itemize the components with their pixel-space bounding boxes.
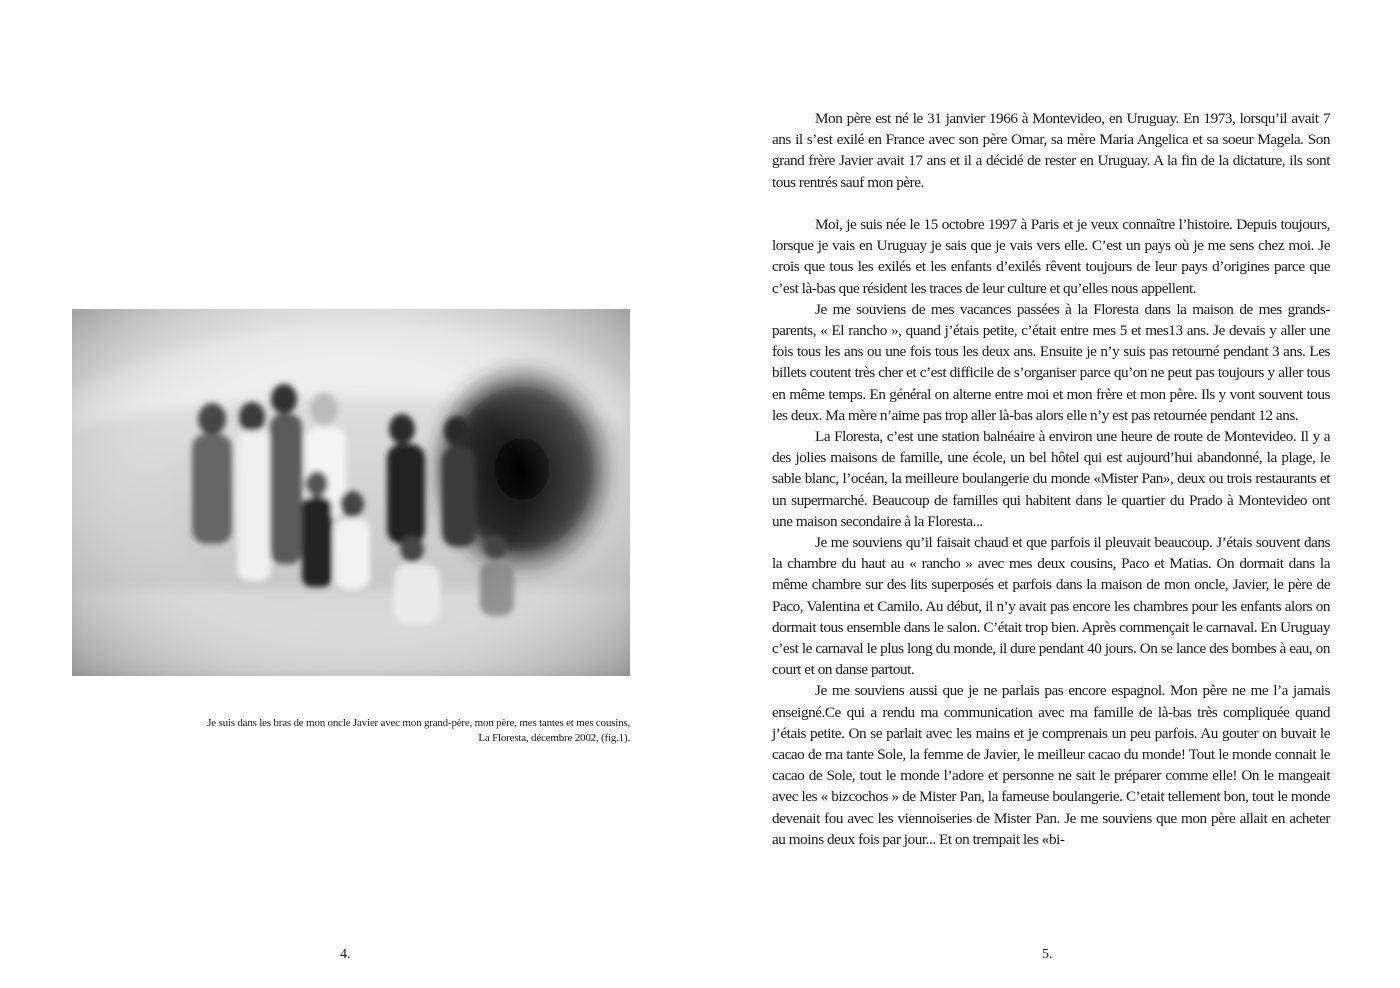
paragraph-6: Je me souviens aussi que je ne parlais pas encore espagnol. Mon père ne me l’a jamais enseigné.Ce qui a rendu ma communication avec ma famille de là-bas très compliquée quand j’étais petite. On se parlait avec les mains et je comprenais un peu parfois. Au gouter on buvait le cacao de ma tante Sole, la femme de Javier, le meilleur cacao du monde! Tout le monde connait le cacao de Sole, tout le monde l’adore et personne ne sait le préparer comme elle! On le mangeait avec les « bizcochos » de Mister Pan, la fameuse boulangerie. C’etait tellement bon, tout le monde devenait fou avec les viennoiseries de Mister Pan. Je me souviens que mon père allait en acheter au moins deux fois par jour... Et on trempait les «bi- xyxy=(772,682,1330,848)
photo-caption xyxy=(160,716,630,746)
paragraph-5: Je me souviens qu’il faisait chaud et que parfois il pleuvait beaucoup. J’étais souvent dans la chambre du haut au « rancho » avec mes deux cousins, Paco et Matias. On dormait dans la même chambre sur des lits superposés et parfois dans la maison de mon oncle, Javier, le père de Paco, Valentina et Camilo. Au début, il n’y avait pas encore les chambres pour les enfants alors on dormait tous ensemble dans le salon. C’était trop bien. Après commençait le carnaval. En Uruguay c’est le carnaval le plus long du monde, il dure pendant 40 jours. On se lance des bombes à eau, on court et on danse partout. xyxy=(772,534,1330,679)
family-photo xyxy=(72,309,630,676)
paragraph-3: Je me souviens de mes vacances passées à la Floresta dans la maison de mes grands-parents, « El rancho », quand j’étais petite, c’était entre mes 5 et mes13 ans. Je devais y aller une fois tous les ans ou une fois tous les deux ans. Ensuite je n’y suis pas retourné pendant 3 ans. Les billets coutent très cher et c’est difficile de s’organiser parce qu’on ne peut pas toujours y aller tous en même temps. En général on alterne entre moi et mon frère et mon père. Ils y vont souvent tous les deux. Ma mère n’aime pas trop aller là-bas alors elle n’y est pas retournée pendant 12 ans. xyxy=(772,300,1330,424)
caption-line-1: Je suis dans les bras de mon oncle Javier avec mon grand-père, mon père, mes tantes et mes cousins, xyxy=(207,717,630,729)
page-number-left: 4. xyxy=(340,947,351,962)
paragraph-4: La Floresta, c’est une station balnéaire à environ une heure de route de Montevideo. Il y a des jolies maisons de famille, une école, un bel hôtel qui est aujourd’hui abandonné, la plage, le sable blanc, l’océan, la meilleure boulangerie du monde «Mister Pan», deux ou trois restaurants et un supermarché. Beaucoup de familles qui habitent dans le quartier du Prado à Montevideo ont une maison secondaire à la Floresta... xyxy=(772,428,1330,530)
paragraph-1: Mon père est né le 31 janvier 1966 à Montevideo, en Uruguay. En 1973, lorsqu’il avait 7 ans il s’est exilé en France avec son père Omar, sa mère Maria Angelica et sa soeur Magela. Son grand frère Javier avait 17 ans et il a décidé de rester en Uruguay. A la fin de la dictature, ils sont tous rentrés sauf mon père. xyxy=(772,110,1330,191)
caption-line-2: La Floresta, décembre 2002, (fig.1). xyxy=(478,732,630,744)
page-number-right: 5. xyxy=(1042,947,1053,962)
body-text xyxy=(772,108,1330,850)
family-photo-icon xyxy=(72,309,630,676)
paragraph-2: Moi, je suis née le 15 octobre 1997 à Paris et je veux connaître l’histoire. Depuis toujours, lorsque je vais en Uruguay je sais que je vais vers elle. C’est un pays où je me sens chez moi. Je crois que tous les exilés et les enfants d’exilés rêvent toujours de leur pays d’origines parce que c’est là-bas que résident les traces de leur culture et qu’elles nous appellent. xyxy=(772,216,1330,297)
